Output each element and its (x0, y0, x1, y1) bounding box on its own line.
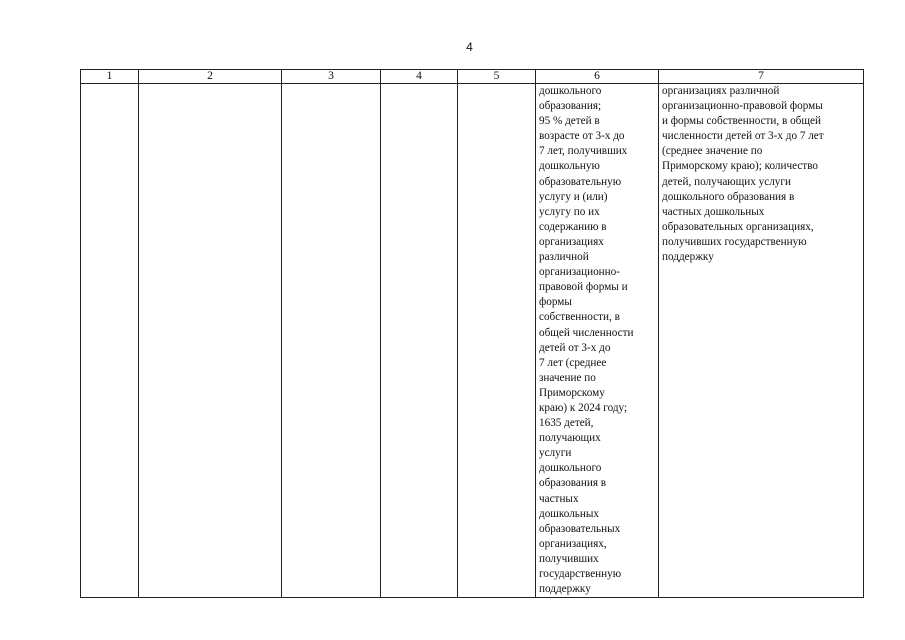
text-line: содержанию в (539, 220, 607, 233)
text-line: организационно-правовой формы (662, 100, 823, 113)
text-line: организациях (539, 235, 604, 248)
text-line: общей численности (539, 326, 634, 339)
text-line: образовательных (539, 522, 621, 535)
text-line: образования; (539, 100, 602, 113)
text-line: поддержку (539, 583, 591, 596)
cell-col-1 (81, 84, 139, 598)
text-line: краю) к 2024 году; (539, 401, 628, 414)
text-line: получивших (539, 552, 599, 565)
page-number: 4 (466, 40, 473, 54)
text-line: организационно- (539, 266, 620, 279)
text-line: и формы собственности, в общей (662, 115, 821, 128)
cell-col-2 (139, 84, 282, 598)
text-line: (среднее значение по (662, 145, 763, 158)
cell-col-7 (659, 84, 864, 598)
text-line: детей от 3-х до (539, 341, 611, 354)
header-row (81, 70, 864, 84)
text-line: частных (539, 492, 579, 505)
text-line: услугу по их (539, 205, 600, 218)
cell-col-6-text (539, 84, 655, 597)
text-line: дошкольного (539, 85, 602, 97)
column-header-1: 1 (81, 70, 139, 84)
text-line: возрасте от 3-х до (539, 130, 625, 143)
text-line: организациях различной (662, 85, 780, 97)
text-line: государственную (539, 568, 622, 580)
text-line: получивших государственную (662, 235, 807, 248)
column-header-2: 2 (139, 70, 282, 84)
text-line: правовой формы и (539, 281, 628, 294)
text-line: услуги (539, 447, 572, 460)
text-line: образовательных организациях, (662, 220, 814, 233)
text-line: дошкольных (539, 507, 599, 520)
text-line: образования в (539, 477, 607, 490)
text-line: дошкольного (539, 462, 602, 475)
text-line: различной (539, 251, 589, 264)
text-line: образовательную (539, 175, 622, 188)
document-table (80, 69, 864, 598)
text-line: получающих (539, 432, 601, 445)
text-line: дошкольную (539, 160, 600, 173)
cell-col-5 (458, 84, 536, 598)
text-line: 7 лет, получивших (539, 145, 628, 158)
text-line: Приморскому (539, 386, 605, 399)
text-line: численности детей от 3-х до 7 лет (662, 130, 824, 143)
text-line: организациях, (539, 537, 607, 550)
text-line: детей, получающих услуги (662, 175, 791, 188)
text-line: дошкольного образования в (662, 190, 795, 203)
text-line: услугу и (или) (539, 190, 608, 203)
text-line: 1635 детей, (539, 417, 594, 430)
text-line: собственности, в (539, 311, 620, 324)
column-header-5: 5 (458, 70, 536, 84)
cell-col-3 (282, 84, 381, 598)
cell-col-7-text (662, 84, 860, 265)
column-header-7: 7 (659, 70, 864, 84)
cell-col-4 (381, 84, 458, 598)
table-row (81, 84, 864, 598)
text-line: поддержку (662, 251, 714, 264)
text-line: формы (539, 296, 572, 309)
column-header-3: 3 (282, 70, 381, 84)
column-header-4: 4 (381, 70, 458, 84)
cell-col-6 (536, 84, 659, 598)
text-line: частных дошкольных (662, 205, 765, 218)
column-header-6: 6 (536, 70, 659, 84)
text-line: 95 % детей в (539, 115, 600, 128)
text-line: значение по (539, 371, 596, 384)
text-line: 7 лет (среднее (539, 356, 607, 369)
text-line: Приморскому краю); количество (662, 160, 819, 173)
